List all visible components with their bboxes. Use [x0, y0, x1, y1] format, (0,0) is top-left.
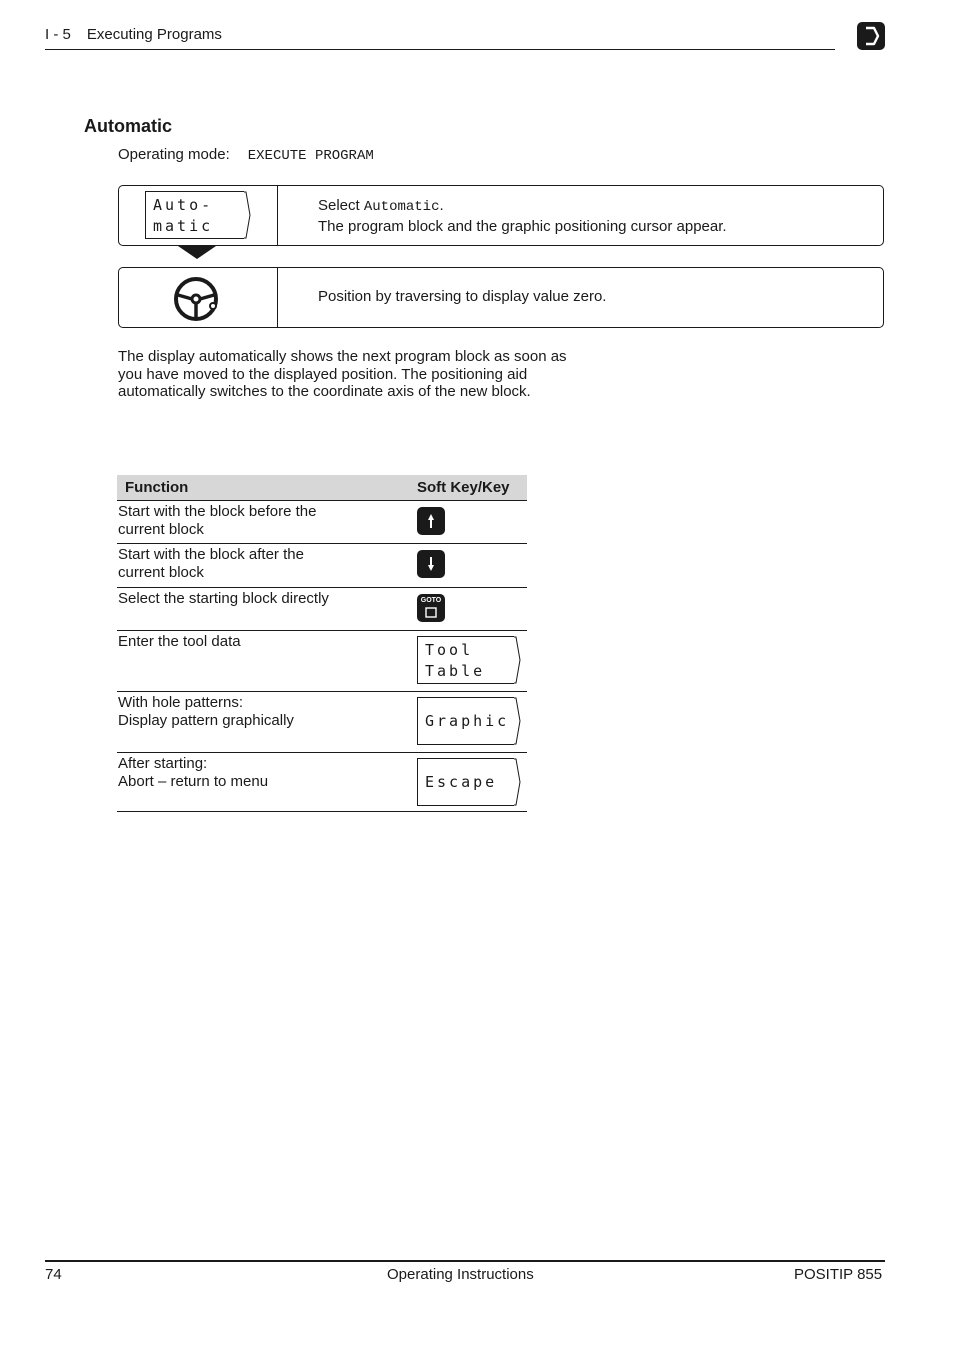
step-description-line: The program block and the graphic positioning cursor appear. [318, 218, 727, 235]
section-heading: Automatic [84, 116, 173, 136]
header-rule [45, 49, 835, 50]
column-header-key: Soft Key/Key [417, 475, 527, 501]
key-cell [417, 501, 527, 544]
key-cell [417, 692, 527, 753]
softkey-line: Tool [425, 641, 474, 659]
table-row [117, 544, 527, 588]
softkey-line: Escape [425, 773, 498, 791]
step-flow-arrow [178, 246, 216, 259]
footer-rule [45, 1260, 885, 1262]
select-value: Automatic [363, 199, 440, 215]
footer-product: POSITIP 855 [794, 1266, 883, 1283]
key-cell [417, 544, 527, 588]
select-prefix: Select [318, 197, 360, 214]
function-cell [117, 501, 417, 544]
body-paragraph: The display automatically shows the next program block as soon as you have moved to the displayed position. The positioning aid automatically switches to the coordinate axis of the new block. [118, 348, 567, 400]
function-cell [117, 544, 417, 588]
function-text: Enter the tool data [118, 633, 241, 650]
softkey-edge [514, 697, 521, 745]
escape-softkey[interactable] [417, 758, 521, 806]
step-key-column [119, 186, 278, 245]
table-row [117, 631, 527, 692]
function-cell [117, 588, 417, 631]
step-description [318, 196, 727, 237]
function-cell [117, 753, 417, 812]
step-key-column [119, 268, 278, 327]
function-text: With hole patterns: [118, 694, 244, 711]
function-text: Start with the block after the [118, 546, 304, 563]
step-position-traverse [118, 267, 884, 328]
function-text: current block [118, 521, 204, 538]
operating-mode [118, 146, 374, 164]
function-cell [117, 692, 417, 753]
operating-mode-value: EXECUTE PROGRAM [247, 148, 374, 164]
softkey-edge [514, 758, 521, 806]
tool-table-softkey[interactable] [417, 636, 521, 684]
function-text: After starting: [118, 755, 208, 772]
function-text: Abort – return to menu [118, 773, 269, 790]
section-title: Executing Programs [86, 26, 222, 43]
softkey-line: Graphic [425, 712, 510, 730]
table-row [117, 753, 527, 812]
graphic-softkey[interactable] [417, 697, 521, 745]
table-row [117, 692, 527, 753]
step-select-automatic [118, 185, 884, 246]
page-header [45, 26, 222, 43]
function-table [117, 475, 527, 812]
function-text: Display pattern graphically [118, 712, 294, 729]
table-header-row [117, 475, 527, 501]
column-header-function: Function [117, 475, 417, 501]
softkey-edge [244, 191, 251, 239]
key-cell [417, 753, 527, 812]
arrow-down-key-icon[interactable] [417, 550, 445, 578]
execute-program-mode-icon [857, 22, 885, 50]
softkey-edge [514, 636, 521, 684]
section-number: I - 5 [45, 26, 71, 43]
operating-mode-label: Operating mode: [118, 146, 230, 163]
function-cell [117, 631, 417, 692]
step-description: Position by traversing to display value zero. [318, 288, 607, 305]
page-number: 74 [45, 1266, 62, 1283]
select-suffix: . [439, 197, 444, 214]
automatic-softkey[interactable] [145, 191, 251, 239]
arrow-up-key-icon[interactable] [417, 507, 445, 535]
handwheel-icon [173, 275, 221, 323]
softkey-line: Table [425, 662, 486, 680]
softkey-line: matic [153, 217, 214, 235]
goto-key-label: GOTO [420, 597, 442, 604]
goto-key-icon[interactable] [417, 594, 445, 622]
function-text: Select the starting block directly [118, 590, 329, 607]
table-row [117, 501, 527, 544]
softkey-line: Auto- [153, 196, 214, 214]
key-cell [417, 631, 527, 692]
key-cell [417, 588, 527, 631]
table-row [117, 588, 527, 631]
footer-center-text: Operating Instructions [387, 1266, 534, 1283]
function-text: Start with the block before the [118, 503, 317, 520]
function-text: current block [118, 564, 204, 581]
